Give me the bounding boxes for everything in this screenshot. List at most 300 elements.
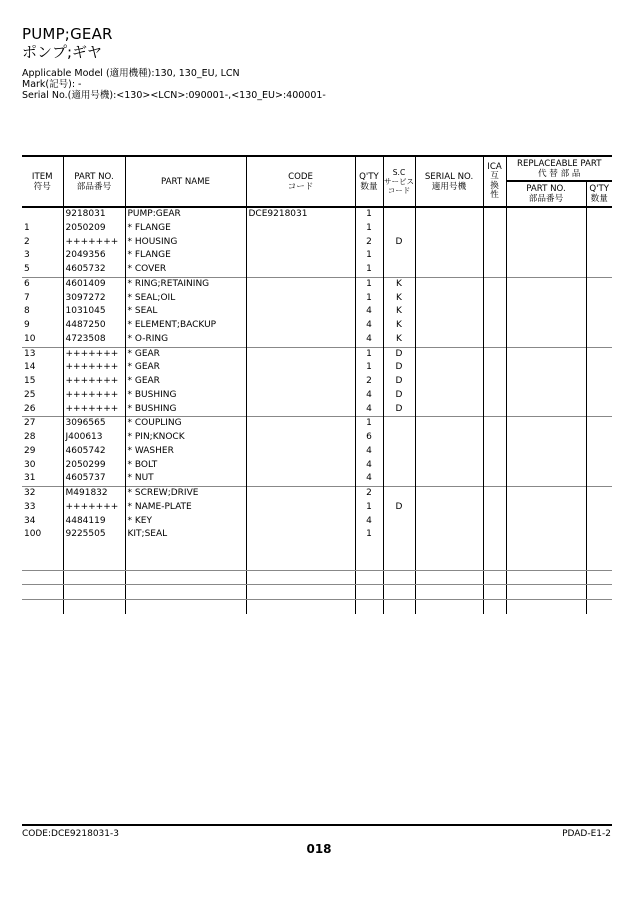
cell-item: 10 [22, 333, 63, 347]
cell-part_no: +++++++ [63, 236, 125, 250]
cell-rep_qty [586, 472, 612, 486]
title-jp: ポンプ;ギヤ [22, 43, 103, 61]
cell-part_no: J400613 [63, 431, 125, 445]
col-part-no-label: PART NO. 部品番号 [74, 171, 114, 192]
cell-name [125, 542, 246, 556]
cell-rep_no [506, 431, 586, 445]
cell-code [246, 249, 355, 263]
table-row [22, 445, 612, 459]
blank-row-block [22, 600, 612, 614]
cell-rep_qty [586, 487, 612, 501]
blank-cell [586, 600, 612, 614]
cell-part_no: 4605732 [63, 263, 125, 277]
cell-sc [383, 249, 415, 263]
blank-cell [586, 570, 612, 585]
cell-rep_no [506, 263, 586, 277]
cell-serial [415, 501, 483, 515]
serial-no: Serial No.(適用号機):<130><LCN>:090001-,<130_EU>:400001- [22, 90, 326, 101]
cell-item: 27 [22, 417, 63, 431]
cell-rep_no [506, 528, 586, 542]
cell-rep_no [506, 347, 586, 361]
parts-table [22, 155, 612, 614]
cell-serial [415, 361, 483, 375]
cell-ica [483, 236, 506, 250]
cell-rep_no [506, 236, 586, 250]
cell-part_no: M491832 [63, 487, 125, 501]
cell-item: 34 [22, 515, 63, 529]
cell-qty: 2 [355, 375, 383, 389]
cell-sc [383, 222, 415, 236]
blank-cell [586, 556, 612, 570]
cell-ica [483, 472, 506, 486]
cell-rep_no [506, 292, 586, 306]
blank-cell [246, 585, 355, 600]
cell-serial [415, 445, 483, 459]
blank-row-block [22, 556, 612, 570]
blank-cell [246, 600, 355, 614]
cell-qty: 4 [355, 389, 383, 403]
cell-rep_qty [586, 515, 612, 529]
blank-cell [63, 556, 125, 570]
cell-rep_qty [586, 333, 612, 347]
page-number: 018 [306, 842, 332, 856]
cell-serial [415, 487, 483, 501]
table-row [22, 305, 612, 319]
blank-cell [355, 556, 383, 570]
cell-serial [415, 472, 483, 486]
cell-sc: D [383, 403, 415, 417]
cell-name: * GEAR [125, 375, 246, 389]
cell-rep_qty [586, 445, 612, 459]
cell-qty: 1 [355, 207, 383, 222]
cell-rep_qty [586, 305, 612, 319]
table-row [22, 207, 612, 222]
table-row [22, 361, 612, 375]
cell-rep_qty [586, 361, 612, 375]
col-item [22, 156, 63, 207]
cell-ica [483, 222, 506, 236]
col-rep-qty [586, 181, 612, 207]
blank-cell [22, 600, 63, 614]
cell-qty: 4 [355, 305, 383, 319]
cell-sc [383, 207, 415, 222]
blank-cell [383, 556, 415, 570]
table-row [22, 501, 612, 515]
cell-item: 7 [22, 292, 63, 306]
cell-ica [483, 319, 506, 333]
col-item-label: ITEM 符号 [31, 171, 53, 192]
cell-code [246, 222, 355, 236]
table-row [22, 249, 612, 263]
blank-cell [246, 570, 355, 585]
cell-ica [483, 528, 506, 542]
cell-ica [483, 389, 506, 403]
blank-cell [415, 585, 483, 600]
cell-serial [415, 333, 483, 347]
cell-item: 3 [22, 249, 63, 263]
cell-sc [383, 417, 415, 431]
cell-part_no: +++++++ [63, 501, 125, 515]
cell-serial [415, 389, 483, 403]
cell-serial [415, 528, 483, 542]
cell-item: 100 [22, 528, 63, 542]
cell-item: 1 [22, 222, 63, 236]
col-serial-no-label: SERIAL NO. 適用号機 [424, 171, 474, 192]
blank-cell [506, 570, 586, 585]
col-part-name-label: PART NAME [161, 176, 210, 187]
cell-rep_qty [586, 292, 612, 306]
cell-serial [415, 263, 483, 277]
table-row [22, 236, 612, 250]
cell-name: * FLANGE [125, 249, 246, 263]
cell-sc: D [383, 347, 415, 361]
cell-rep_no [506, 459, 586, 473]
cell-qty: 1 [355, 361, 383, 375]
col-replaceable [506, 156, 612, 181]
cell-part_no: 3096565 [63, 417, 125, 431]
title-en: PUMP;GEAR [22, 25, 113, 43]
cell-name: * BUSHING [125, 403, 246, 417]
footer-ref: PDAD-E1-2 [562, 829, 611, 839]
cell-code [246, 528, 355, 542]
table-row [22, 528, 612, 542]
cell-rep_qty [586, 277, 612, 291]
col-rep-part-no-label: PART NO. 部品番号 [526, 184, 566, 204]
col-part-no [63, 156, 125, 207]
cell-serial [415, 292, 483, 306]
cell-rep_qty [586, 403, 612, 417]
cell-rep_no [506, 501, 586, 515]
footer-code: CODE:DCE9218031-3 [22, 829, 119, 839]
cell-item: 29 [22, 445, 63, 459]
cell-part_no: 3097272 [63, 292, 125, 306]
cell-serial [415, 305, 483, 319]
cell-qty: 1 [355, 222, 383, 236]
cell-rep_no [506, 389, 586, 403]
applicable-model: Applicable Model (適用機種):130, 130_EU, LCN [22, 68, 240, 79]
cell-ica [483, 431, 506, 445]
cell-part_no: 1031045 [63, 305, 125, 319]
cell-code [246, 236, 355, 250]
cell-rep_no [506, 515, 586, 529]
cell-part_no: 9225505 [63, 528, 125, 542]
cell-rep_no [506, 277, 586, 291]
blank-cell [415, 556, 483, 570]
cell-code [246, 445, 355, 459]
blank-cell [483, 570, 506, 585]
cell-sc [383, 445, 415, 459]
cell-ica [483, 305, 506, 319]
cell-name: * GEAR [125, 361, 246, 375]
cell-name: * FLANGE [125, 222, 246, 236]
blank-cell [415, 600, 483, 614]
blank-cell [22, 585, 63, 600]
cell-part_no: 2050209 [63, 222, 125, 236]
table-row [22, 319, 612, 333]
cell-qty: 4 [355, 445, 383, 459]
blank-cell [483, 585, 506, 600]
cell-item: 6 [22, 277, 63, 291]
bottom-rule [22, 824, 612, 826]
cell-ica [483, 445, 506, 459]
cell-rep_no [506, 333, 586, 347]
cell-ica [483, 263, 506, 277]
cell-name: * BOLT [125, 459, 246, 473]
cell-part_no: +++++++ [63, 389, 125, 403]
cell-rep_no [506, 305, 586, 319]
cell-code [246, 431, 355, 445]
cell-rep_no [506, 542, 586, 556]
cell-code [246, 501, 355, 515]
cell-serial [415, 277, 483, 291]
cell-item [22, 542, 63, 556]
cell-rep_no [506, 361, 586, 375]
cell-code [246, 389, 355, 403]
blank-row-block [22, 585, 612, 600]
cell-code: DCE9218031 [246, 207, 355, 222]
cell-sc [383, 263, 415, 277]
cell-code [246, 459, 355, 473]
blank-cell [355, 585, 383, 600]
blank-cell [383, 570, 415, 585]
cell-rep_no [506, 487, 586, 501]
cell-rep_qty [586, 389, 612, 403]
cell-code [246, 515, 355, 529]
cell-rep_qty [586, 417, 612, 431]
cell-serial [415, 347, 483, 361]
parts-body [22, 207, 612, 614]
blank-cell [125, 570, 246, 585]
cell-ica [483, 501, 506, 515]
cell-part_no: 4601409 [63, 277, 125, 291]
cell-qty: 2 [355, 236, 383, 250]
cell-serial [415, 459, 483, 473]
cell-ica [483, 375, 506, 389]
cell-code [246, 347, 355, 361]
cell-sc: D [383, 389, 415, 403]
table-row [22, 222, 612, 236]
cell-sc: K [383, 277, 415, 291]
col-qty [355, 156, 383, 207]
cell-code [246, 472, 355, 486]
cell-sc: D [383, 375, 415, 389]
cell-ica [483, 459, 506, 473]
cell-code [246, 417, 355, 431]
cell-item: 26 [22, 403, 63, 417]
cell-code [246, 542, 355, 556]
blank-cell [506, 556, 586, 570]
cell-sc [383, 431, 415, 445]
col-ica [483, 156, 506, 207]
cell-code [246, 263, 355, 277]
blank-cell [506, 585, 586, 600]
cell-name: * WASHER [125, 445, 246, 459]
cell-code [246, 361, 355, 375]
col-sc-label: S.C サービス コード [384, 168, 414, 195]
cell-qty: 1 [355, 528, 383, 542]
cell-serial [415, 375, 483, 389]
blank-cell [125, 585, 246, 600]
cell-name: PUMP:GEAR [125, 207, 246, 222]
cell-rep_qty [586, 347, 612, 361]
cell-name: * PIN;KNOCK [125, 431, 246, 445]
cell-qty: 1 [355, 249, 383, 263]
cell-name: * KEY [125, 515, 246, 529]
cell-part_no [63, 542, 125, 556]
cell-name: * SCREW;DRIVE [125, 487, 246, 501]
cell-serial [415, 542, 483, 556]
cell-ica [483, 292, 506, 306]
cell-rep_no [506, 207, 586, 222]
cell-part_no: 4723508 [63, 333, 125, 347]
table-row [22, 277, 612, 291]
cell-qty: 1 [355, 263, 383, 277]
cell-ica [483, 333, 506, 347]
cell-rep_qty [586, 528, 612, 542]
cell-ica [483, 249, 506, 263]
cell-qty: 4 [355, 319, 383, 333]
col-sc [383, 156, 415, 207]
cell-rep_no [506, 222, 586, 236]
cell-ica [483, 277, 506, 291]
table-row [22, 431, 612, 445]
cell-name: * HOUSING [125, 236, 246, 250]
cell-item: 14 [22, 361, 63, 375]
cell-part_no: +++++++ [63, 347, 125, 361]
cell-ica [483, 417, 506, 431]
blank-cell [63, 585, 125, 600]
cell-sc: K [383, 305, 415, 319]
blank-cell [483, 600, 506, 614]
cell-ica [483, 361, 506, 375]
cell-name: * NUT [125, 472, 246, 486]
cell-sc: K [383, 319, 415, 333]
cell-item: 8 [22, 305, 63, 319]
cell-item: 30 [22, 459, 63, 473]
table-row [22, 389, 612, 403]
cell-item: 32 [22, 487, 63, 501]
cell-serial [415, 236, 483, 250]
cell-code [246, 487, 355, 501]
cell-rep_qty [586, 222, 612, 236]
cell-sc [383, 542, 415, 556]
blank-cell [22, 556, 63, 570]
table-row [22, 375, 612, 389]
cell-qty: 1 [355, 292, 383, 306]
col-ica-label: ICA 互 換 性 [487, 161, 502, 200]
cell-rep_no [506, 249, 586, 263]
table-row [22, 333, 612, 347]
col-replaceable-label: REPLACEABLE PART 代 替 部 品 [516, 158, 602, 179]
cell-sc: D [383, 236, 415, 250]
blank-cell [63, 570, 125, 585]
cell-code [246, 333, 355, 347]
cell-item: 13 [22, 347, 63, 361]
cell-serial [415, 249, 483, 263]
cell-item: 25 [22, 389, 63, 403]
cell-name: * ELEMENT;BACKUP [125, 319, 246, 333]
cell-part_no: +++++++ [63, 361, 125, 375]
cell-rep_qty [586, 207, 612, 222]
blank-cell [63, 600, 125, 614]
table-row [22, 417, 612, 431]
blank-cell [125, 600, 246, 614]
blank-cell [22, 570, 63, 585]
cell-part_no: 4605737 [63, 472, 125, 486]
cell-ica [483, 347, 506, 361]
cell-item: 15 [22, 375, 63, 389]
table-row [22, 515, 612, 529]
cell-code [246, 305, 355, 319]
cell-name: KIT;SEAL [125, 528, 246, 542]
cell-part_no: +++++++ [63, 403, 125, 417]
cell-ica [483, 403, 506, 417]
cell-rep_qty [586, 319, 612, 333]
cell-code [246, 292, 355, 306]
cell-rep_qty [586, 459, 612, 473]
col-qty-label: Q'TY 数量 [359, 171, 379, 192]
cell-rep_no [506, 417, 586, 431]
cell-sc: K [383, 292, 415, 306]
table-row [22, 472, 612, 486]
cell-part_no: 2049356 [63, 249, 125, 263]
cell-serial [415, 403, 483, 417]
cell-rep_qty [586, 501, 612, 515]
cell-qty: 6 [355, 431, 383, 445]
cell-name: * SEAL;OIL [125, 292, 246, 306]
table-row [22, 347, 612, 361]
cell-code [246, 319, 355, 333]
col-serial-no [415, 156, 483, 207]
cell-code [246, 375, 355, 389]
blank-cell [125, 556, 246, 570]
table-row [22, 542, 612, 556]
cell-sc [383, 459, 415, 473]
cell-serial [415, 207, 483, 222]
cell-rep_no [506, 472, 586, 486]
cell-sc [383, 487, 415, 501]
cell-qty: 1 [355, 501, 383, 515]
cell-code [246, 277, 355, 291]
cell-part_no: +++++++ [63, 375, 125, 389]
cell-item: 5 [22, 263, 63, 277]
cell-qty: 4 [355, 403, 383, 417]
blank-cell [383, 585, 415, 600]
cell-ica [483, 515, 506, 529]
cell-name: * SEAL [125, 305, 246, 319]
cell-rep_no [506, 445, 586, 459]
blank-cell [355, 600, 383, 614]
cell-qty: 1 [355, 277, 383, 291]
cell-item: 2 [22, 236, 63, 250]
cell-code [246, 403, 355, 417]
cell-qty: 1 [355, 417, 383, 431]
col-part-name [125, 156, 246, 207]
cell-serial [415, 417, 483, 431]
cell-serial [415, 515, 483, 529]
cell-serial [415, 222, 483, 236]
col-code [246, 156, 355, 207]
cell-name: * NAME-PLATE [125, 501, 246, 515]
cell-name: * COVER [125, 263, 246, 277]
blank-cell [586, 585, 612, 600]
blank-cell [483, 556, 506, 570]
blank-cell [415, 570, 483, 585]
table-row [22, 263, 612, 277]
cell-part_no: 2050299 [63, 459, 125, 473]
cell-qty: 4 [355, 333, 383, 347]
blank-cell [383, 600, 415, 614]
